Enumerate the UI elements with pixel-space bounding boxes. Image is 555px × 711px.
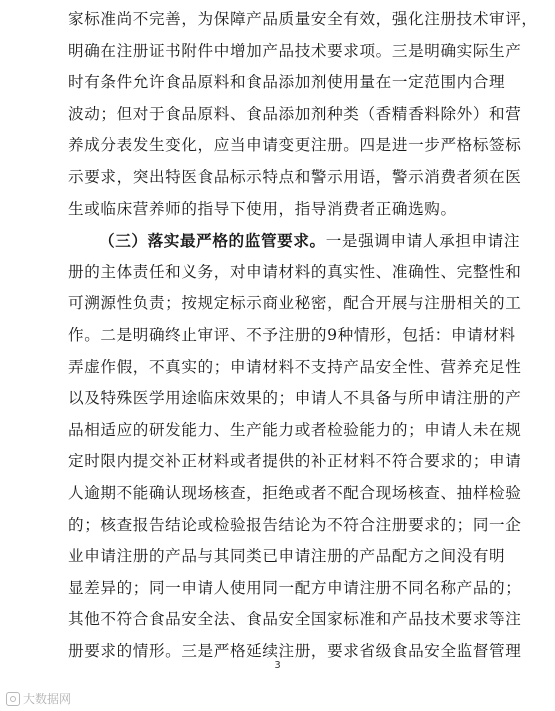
watermark-logo-icon: [6, 692, 20, 706]
text-line: 作。二是明确终止审评、不予注册的9种情形，包括：申请材料: [68, 325, 516, 344]
text-line: 可溯源性负责；按规定标示商业秘密，配合开展与注册相关的工: [68, 294, 522, 313]
section-3-first-line: [68, 225, 521, 257]
watermark-text: 大数据网: [23, 692, 72, 706]
text-line: 册的主体责任和义务，对申请材料的真实性、准确性、完整性和: [68, 262, 522, 281]
section-3-first-line-text: 一是强调申请人承担申请注: [325, 232, 521, 251]
section-3-heading: （三）落实最严格的监管要求。: [99, 231, 326, 251]
text-line: 家标准尚不完善，为保障产品质量安全有效，强化注册技术审评，: [68, 10, 538, 28]
body-text-top: [68, 4, 538, 667]
text-line: 的；核查报告结论或检验报告结论为不符合注册要求的；同一企: [68, 515, 522, 534]
text-line: 品相适应的研发能力、生产能力或者检验能力的；申请人未在规: [68, 420, 522, 439]
text-line: 人逾期不能确认现场核查，拒绝或者不配合现场核查、抽样检验: [68, 483, 522, 502]
page-number: 3: [274, 660, 281, 671]
text-line: 波动；但对于食品原料、食品添加剂种类（香精香料除外）和营: [68, 104, 522, 123]
watermark: [6, 690, 71, 707]
text-line: 示要求，突出特医食品标示特点和警示用语，警示消费者须在医: [68, 167, 522, 186]
text-line: 养成分表发生变化，应当申请变更注册。四是进一步严格标签标: [68, 136, 522, 155]
text-line: 明确在注册证书附件中增加产品技术要求项。三是明确实际生产: [68, 41, 522, 60]
text-line: 生或临床营养师的指导下使用，指导消费者正确选购。: [68, 199, 457, 218]
text-line: 显差异的；同一申请人使用同一配方申请注册不同名称产品的；: [68, 578, 522, 597]
text-line: 册要求的情形。三是严格延续注册，要求省级食品安全监督管理: [68, 641, 522, 660]
text-line: 其他不符合食品安全法、食品安全国家标准和产品技术要求等注: [68, 610, 522, 629]
text-line: 时有条件允许食品原料和食品添加剂使用量在一定范围内合理: [68, 73, 506, 92]
text-line: 定时限内提交补正材料或者提供的补正材料不符合要求的；申请: [68, 452, 522, 471]
text-line: 以及特殊医学用途临床效果的；申请人不具备与所申请注册的产: [68, 389, 522, 408]
text-line: 业申请注册的产品与其同类已申请注册的产品配方之间没有明: [68, 547, 506, 566]
text-line: 弄虚作假，不真实的；申请材料不支持产品安全性、营养充足性: [68, 357, 522, 376]
